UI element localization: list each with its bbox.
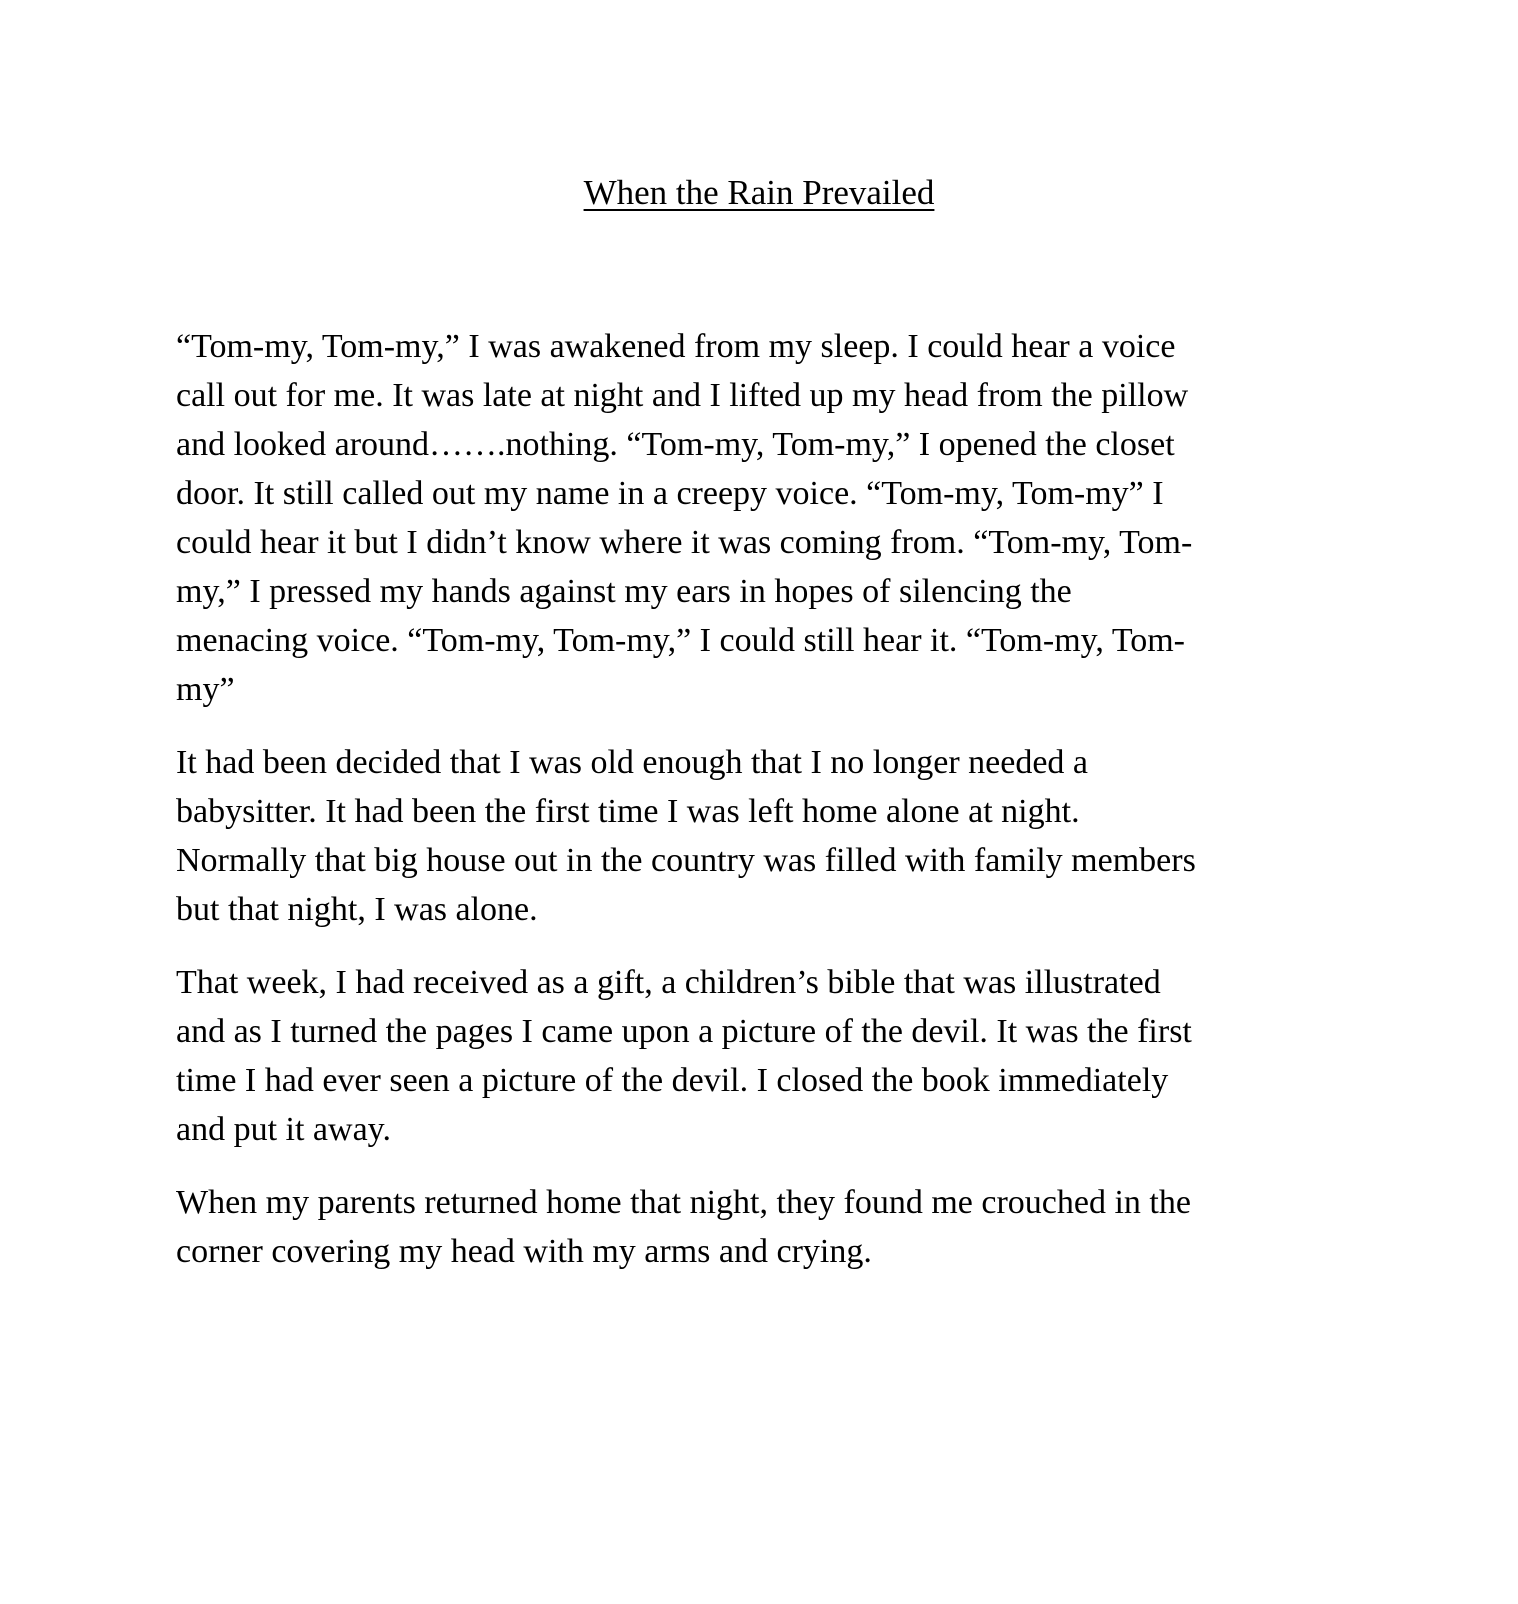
paragraph (176, 738, 1376, 934)
text-line: menacing voice. “Tom-my, Tom-my,” I could still hear it. “Tom-my, Tom- (176, 622, 1185, 659)
text-line: Normally that big house out in the country was filled with family members (176, 842, 1196, 879)
document-body (176, 322, 1376, 1300)
text-line: time I had ever seen a picture of the devil. I closed the book immediately (176, 1062, 1169, 1099)
text-line: but that night, I was alone. (176, 891, 538, 928)
text-line: my” (176, 671, 235, 708)
text-line: and put it away. (176, 1111, 391, 1148)
text-line: When my parents returned home that night, they found me crouched in the (176, 1184, 1191, 1221)
text-line: corner covering my head with my arms and crying. (176, 1233, 872, 1270)
text-line: door. It still called out my name in a creepy voice. “Tom-my, Tom-my” I (176, 475, 1164, 512)
document-title (0, 172, 1518, 214)
text-line: and looked around…….nothing. “Tom-my, Tom-my,” I opened the closet (176, 426, 1175, 463)
document-title-text: When the Rain Prevailed (583, 173, 935, 212)
text-line: “Tom-my, Tom-my,” I was awakened from my sleep. I could hear a voice (176, 328, 1176, 365)
text-line: could hear it but I didn’t know where it was coming from. “Tom-my, Tom- (176, 524, 1193, 561)
text-line: call out for me. It was late at night and I lifted up my head from the pillow (176, 377, 1189, 414)
paragraph (176, 322, 1376, 714)
text-line: That week, I had received as a gift, a children’s bible that was illustrated (176, 964, 1161, 1001)
paragraph (176, 1178, 1376, 1276)
text-line: It had been decided that I was old enough that I no longer needed a (176, 744, 1089, 781)
paragraph (176, 958, 1376, 1154)
text-line: and as I turned the pages I came upon a picture of the devil. It was the first (176, 1013, 1192, 1050)
text-line: babysitter. It had been the first time I was left home alone at night. (176, 793, 1080, 830)
text-line: my,” I pressed my hands against my ears in hopes of silencing the (176, 573, 1072, 610)
